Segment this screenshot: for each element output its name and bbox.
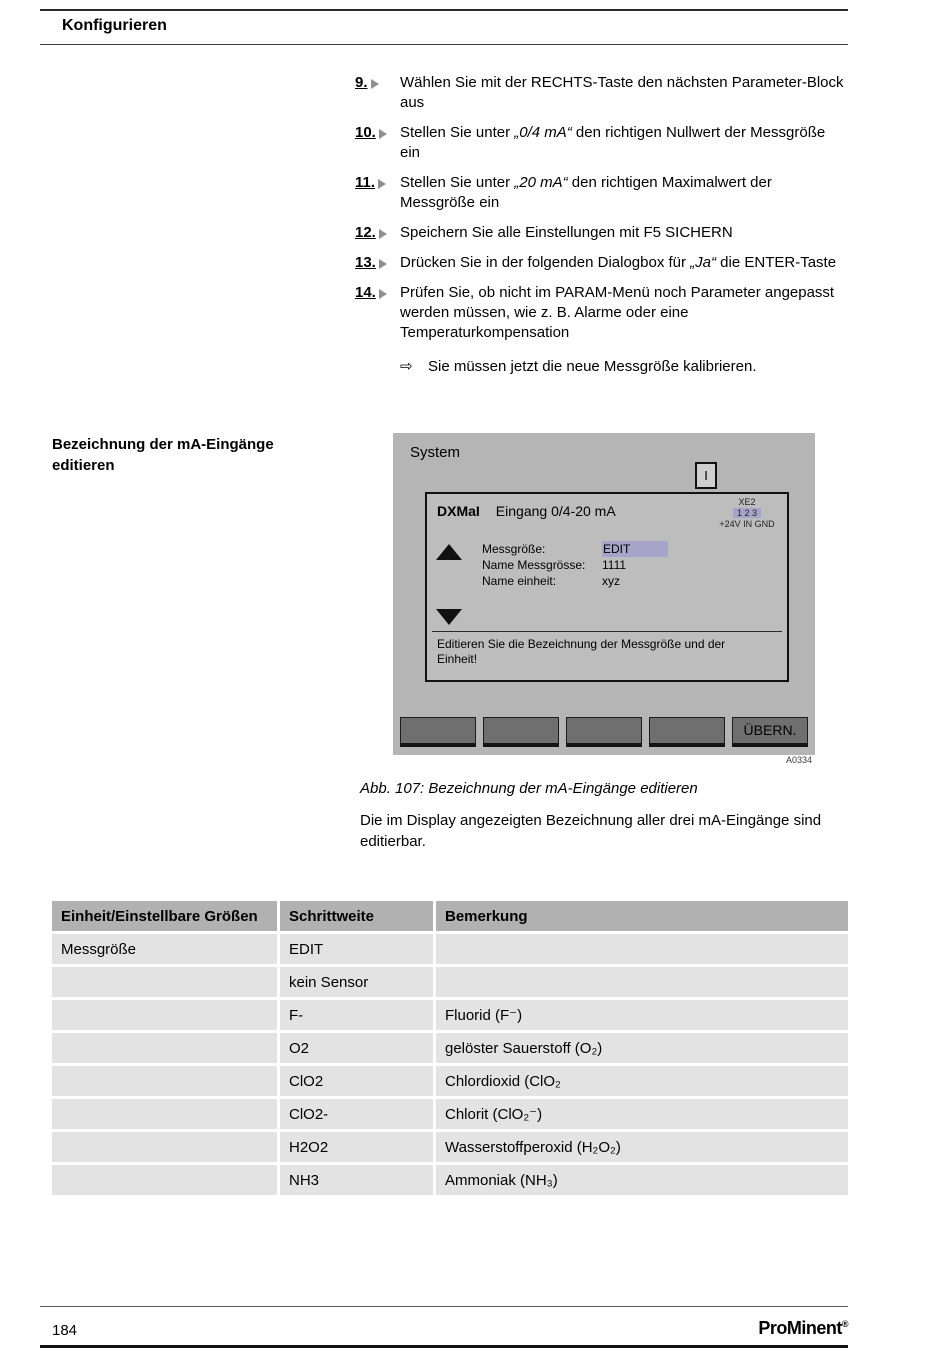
field-value-selected: EDIT — [602, 541, 668, 557]
connector-box: I — [695, 462, 717, 489]
table-cell: Chlordioxid (ClO₂ — [436, 1066, 848, 1096]
table-cell — [52, 1099, 277, 1129]
terminal-line3: +24V IN GND — [719, 519, 775, 529]
field-row — [482, 573, 668, 589]
table-header-cell: Einheit/Einstellbare Größen — [52, 901, 277, 931]
field-label: Messgröße: — [482, 542, 546, 556]
step-text: Wählen Sie mit der RECHTS-Taste den nächsten Parameter-Block aus — [400, 74, 844, 111]
step-marker — [355, 123, 400, 163]
field-row — [482, 541, 668, 557]
table-row — [52, 967, 848, 997]
step-marker — [355, 73, 400, 113]
scroll-down-icon — [436, 609, 462, 625]
side-heading: Bezeichnung der mA-Eingänge editieren — [52, 436, 274, 474]
table-row — [52, 1066, 848, 1096]
step-arrow-icon — [379, 229, 387, 239]
brand-logo: ProMinent® — [758, 1318, 848, 1338]
table-cell — [436, 967, 848, 997]
step-item — [355, 123, 848, 163]
page-title: Konfigurieren — [62, 17, 167, 34]
dialog-fields — [482, 541, 668, 589]
softkey-f2 — [483, 717, 559, 747]
step-item — [355, 223, 848, 243]
table-header-row — [52, 901, 848, 931]
step-result — [400, 357, 848, 377]
table-header-cell: Schrittweite — [280, 901, 433, 931]
field-value: 1111 — [602, 558, 627, 572]
table-cell: ClO2 — [280, 1066, 433, 1096]
table-cell — [52, 1132, 277, 1162]
step-number: 11. — [355, 174, 376, 191]
table-cell: EDIT — [280, 934, 433, 964]
table-cell: Messgröße — [52, 934, 277, 964]
step-text: Speichern Sie alle Einstellungen mit F5 SICHERN — [400, 224, 733, 241]
result-arrow-icon: ⇨ — [400, 358, 413, 375]
step-marker — [355, 173, 400, 213]
table-cell: Wasserstoffperoxid (H₂O₂) — [436, 1132, 848, 1162]
figure-caption: Abb. 107: Bezeichnung der mA-Eingänge editieren — [360, 780, 698, 797]
table-row — [52, 1033, 848, 1063]
table-row — [52, 1000, 848, 1030]
step-arrow-icon — [379, 289, 387, 299]
table-row — [52, 1165, 848, 1195]
step-item — [355, 253, 848, 273]
step-marker — [355, 283, 400, 343]
table-cell — [52, 1033, 277, 1063]
terminal-line1: XE2 — [738, 497, 756, 507]
result-text: Sie müssen jetzt die neue Messgröße kalibrieren. — [428, 358, 757, 375]
table-cell: kein Sensor — [280, 967, 433, 997]
device-screen-panel — [393, 433, 815, 755]
device-label: DXMaI — [437, 503, 480, 519]
softkey-f1 — [400, 717, 476, 747]
field-value: xyz — [602, 574, 620, 588]
step-text: Stellen Sie unter „20 mA“ den richtigen Maximalwert der Messgröße ein — [400, 174, 772, 211]
step-number: 9. — [355, 74, 368, 91]
step-text: Stellen Sie unter „0/4 mA“ den richtigen Nullwert der Messgröße ein — [400, 124, 826, 161]
table-cell: F- — [280, 1000, 433, 1030]
step-number: 10. — [355, 124, 376, 141]
table-cell: ClO2- — [280, 1099, 433, 1129]
screen-title: System — [410, 444, 461, 461]
dialog-heading: Eingang 0/4-20 mA — [495, 503, 616, 519]
dialog-head — [437, 503, 616, 519]
step-text: Prüfen Sie, ob nicht im PARAM-Menü noch Parameter angepasst werden müssen, wie z. B. Alarme oder eine Temperaturkompensation — [400, 284, 835, 341]
softkey-bar — [400, 717, 808, 747]
table-cell — [52, 1000, 277, 1030]
step-item — [355, 73, 848, 113]
step-arrow-icon — [371, 79, 379, 89]
step-item — [355, 283, 848, 343]
table-row — [52, 934, 848, 964]
step-arrow-icon — [378, 179, 386, 189]
table-cell — [52, 1066, 277, 1096]
terminal-line2: 1 2 3 — [710, 508, 784, 519]
table-cell: Fluorid (F⁻) — [436, 1000, 848, 1030]
step-marker — [355, 253, 400, 273]
field-row — [482, 557, 668, 573]
table-cell: H2O2 — [280, 1132, 433, 1162]
table-cell — [52, 967, 277, 997]
step-number: 14. — [355, 284, 376, 301]
step-arrow-icon — [379, 259, 387, 269]
settings-table — [49, 898, 851, 1198]
dialog-message: Editieren Sie die Bezeichnung der Messgröße und der Einheit! — [437, 637, 726, 666]
step-number: 12. — [355, 224, 376, 241]
table-cell: Chlorit (ClO₂⁻) — [436, 1099, 848, 1129]
screen-dialog — [425, 492, 789, 682]
table-cell: O2 — [280, 1033, 433, 1063]
footer-bottom-rule — [40, 1345, 848, 1348]
dialog-separator — [432, 631, 782, 632]
footer-page-number: 184 — [52, 1322, 78, 1339]
softkey-uebern: ÜBERN. — [732, 717, 808, 747]
field-label: Name Messgrösse: — [482, 558, 586, 572]
step-arrow-icon — [379, 129, 387, 139]
step-text: Drücken Sie in der folgenden Dialogbox für „Ja“ die ENTER-Taste — [400, 254, 837, 271]
footer-top-rule — [40, 1306, 848, 1307]
header-top-rule — [40, 9, 848, 11]
figure-code: A0334 — [786, 755, 813, 765]
table-cell: NH3 — [280, 1165, 433, 1195]
table-cell — [52, 1165, 277, 1195]
steps-list — [355, 73, 848, 377]
body-paragraph: Die im Display angezeigten Bezeichnung aller drei mA-Eingänge sind editierbar. — [360, 812, 822, 850]
step-item — [355, 173, 848, 213]
table-row — [52, 1099, 848, 1129]
table-cell: gelöster Sauerstoff (O₂) — [436, 1033, 848, 1063]
softkey-f3 — [566, 717, 642, 747]
softkey-f4 — [649, 717, 725, 747]
table-cell — [436, 934, 848, 964]
scroll-up-icon — [436, 544, 462, 560]
table-cell: Ammoniak (NH₃) — [436, 1165, 848, 1195]
table-header-cell: Bemerkung — [436, 901, 848, 931]
field-label: Name einheit: — [482, 574, 557, 588]
step-number: 13. — [355, 254, 376, 271]
table-row — [52, 1132, 848, 1162]
header-bottom-rule — [40, 44, 848, 45]
terminal-block — [710, 497, 784, 530]
step-marker — [355, 223, 400, 243]
